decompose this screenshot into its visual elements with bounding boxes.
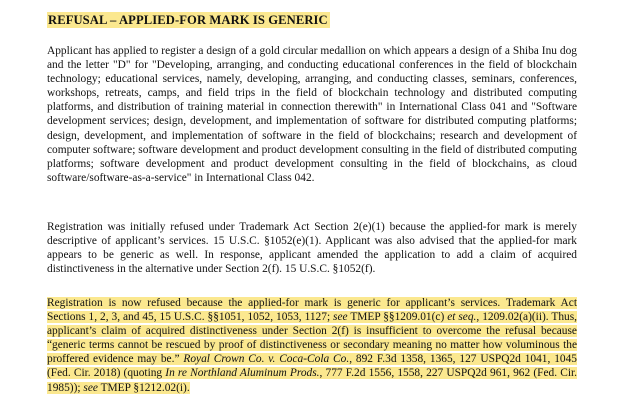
citation-signal-see-2: see <box>83 381 98 394</box>
refusal-text-part-1: Registration is now refused because the applied-for mark is generic for applicant’s services. Trademark Act Sections 1, 2, 3, and 45, 15 U.S.C. §§1051, 1052, 1053, 1127; <box>47 297 577 324</box>
refusal-text-part-4: , 892 F.3d 1358, 1365, 127 USPQ2d 1041, 1045 (Fed. Cir. 2018) (quoting <box>47 353 577 380</box>
refusal-heading: REFUSAL – APPLIED-FOR MARK IS GENERIC <box>48 13 328 27</box>
refusal-text-part-5: , 777 F.2d 1556, 1558, 227 USPQ2d 961, 962 (Fed. Cir. 1985)); <box>47 367 577 394</box>
citation-signal-see: see <box>333 311 348 324</box>
paragraph-generic-refusal <box>47 296 577 395</box>
case-name-royal-crown: Royal Crown Co. v. Coca-Cola Co. <box>183 353 350 366</box>
paragraph-application-description: Applicant has applied to register a design of a gold circular medallion on which appears a design of a Shiba Inu dog and the letter "D" for "Developing, arranging, and conducting educational conferences in the field of blockchain technology; educational services, namely, developing, arranging, and conducting classes, seminars, conferences, workshops, retreats, camps, and field trips in the field of blockchain technology and distributed computing platforms, and distribution of training material in connection therewith" in International Class 041 and "Software development services; design, development, and implementation of software for distributed computing platforms; design, development, and implementation of software in the field of blockchains; research and development of computer software; software development and product development consulting in the field of distributed computing platforms; software development and product development consulting in the field of blockchains, as cloud software/software-as-a-service" in International Class 042. <box>47 45 577 184</box>
refusal-text-part-6: TMEP §1212.02(i). <box>97 381 190 394</box>
citation-et-seq: et seq. <box>447 311 477 324</box>
case-name-northland: In re Northland Aluminum Prods. <box>165 367 320 380</box>
refusal-text-part-2: TMEP §§1209.01(c) <box>347 311 448 324</box>
highlighted-refusal-text <box>47 297 577 394</box>
refusal-text-part-3: , 1209.02(a)(ii). Thus, applicant’s claim of acquired distinctiveness under Section 2(f) is insufficient to overcome the refusal because “generic terms cannot be rescued by proof of distinctiveness or secondary meaning no matter how voluminous the proffered evidence may be.” <box>47 311 577 366</box>
paragraph-initial-refusal: Registration was initially refused under Trademark Act Section 2(e)(1) because the applied-for mark is merely descriptive of applicant’s services. 15 U.S.C. §1052(e)(1). Applicant was also advised that the applied-for mark appears to be generic as well. In response, applicant amended the application to add a claim of acquired distinctiveness in the alternative under Section 2(f). 15 U.S.C. §1052(f). <box>47 221 577 276</box>
